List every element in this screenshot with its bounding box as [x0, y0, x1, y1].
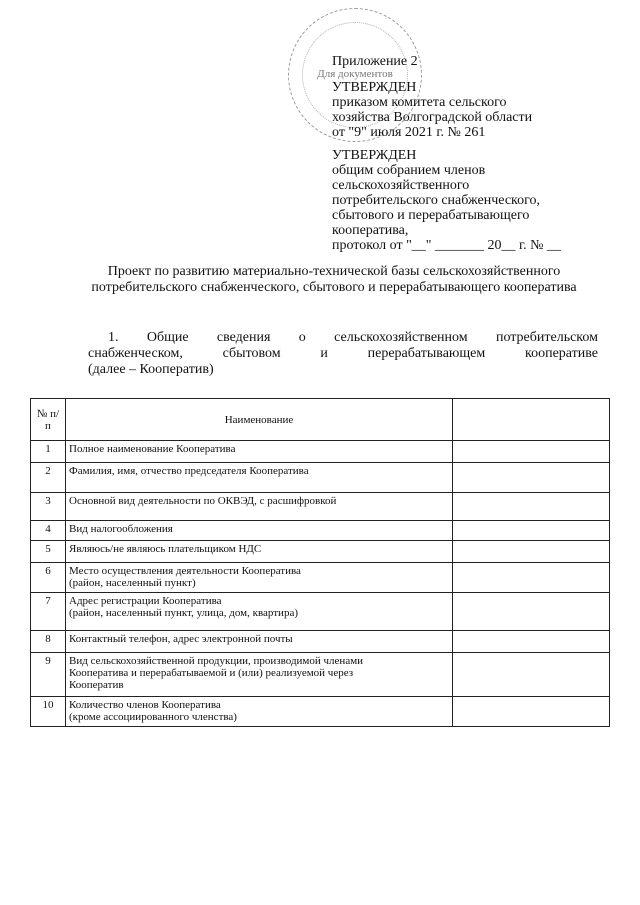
seal-text: Для документов — [317, 68, 393, 80]
section-heading — [88, 330, 598, 378]
info-table — [30, 398, 610, 727]
table-row — [31, 697, 610, 727]
approved-line: протокол от "__" _______ 20__ г. № __ — [332, 238, 562, 253]
table-row — [31, 563, 610, 593]
row-number: 2 — [31, 463, 66, 493]
approved-line: сельскохозяйственного — [332, 178, 470, 193]
row-number: 1 — [31, 441, 66, 463]
row-label: Вид налогообложения — [66, 521, 453, 541]
approved-title-1: УТВЕРЖДЕН — [332, 80, 417, 95]
table-row — [31, 541, 610, 563]
row-value-cell[interactable] — [453, 441, 610, 463]
document-title: Проект по развитию материально-технической базы сельскохозяйственного потребительского снабженческого, сбытового и перерабатывающего кооператива — [91, 264, 577, 295]
col-header-name: Наименование — [66, 399, 453, 441]
row-number: 10 — [31, 697, 66, 727]
row-label: Количество членов Кооператива (кроме ассоциированного членства) — [66, 697, 453, 727]
row-number: 6 — [31, 563, 66, 593]
row-label: Полное наименование Кооператива — [66, 441, 453, 463]
row-label: Являюсь/не являюсь плательщиком НДС — [66, 541, 453, 563]
row-value-cell[interactable] — [453, 697, 610, 727]
row-number: 9 — [31, 653, 66, 697]
row-number: 3 — [31, 493, 66, 521]
row-number: 4 — [31, 521, 66, 541]
appendix-label: Приложение 2 — [332, 54, 418, 69]
table-row — [31, 521, 610, 541]
table-row — [31, 653, 610, 697]
row-label: Фамилия, имя, отчество председателя Кооператива — [66, 463, 453, 493]
col-header-num: № п/п — [31, 399, 66, 441]
row-value-cell[interactable] — [453, 541, 610, 563]
approved-line: кооператива, — [332, 223, 409, 238]
row-value-cell[interactable] — [453, 563, 610, 593]
table-row — [31, 631, 610, 653]
approved-title-2: УТВЕРЖДЕН — [332, 148, 417, 163]
row-value-cell[interactable] — [453, 653, 610, 697]
approved-line: приказом комитета сельского — [332, 95, 507, 110]
section-heading-line: (далее – Кооператив) — [88, 362, 214, 377]
row-value-cell[interactable] — [453, 463, 610, 493]
section-heading-line: 1. Общие сведения о сельскохозяйственном потребительском — [108, 330, 598, 345]
row-value-cell[interactable] — [453, 593, 610, 631]
row-label: Контактный телефон, адрес электронной почты — [66, 631, 453, 653]
row-value-cell[interactable] — [453, 493, 610, 521]
row-label: Место осуществления деятельности Кооператива (район, населенный пункт) — [66, 563, 453, 593]
approved-line: общим собранием членов — [332, 163, 486, 178]
table-row — [31, 463, 610, 493]
row-number: 5 — [31, 541, 66, 563]
approved-line: потребительского снабженческого, — [332, 193, 541, 208]
table-row — [31, 441, 610, 463]
section-heading-line: снабженческом, сбытовом и перерабатывающем кооперативе — [88, 346, 598, 361]
row-value-cell[interactable] — [453, 521, 610, 541]
col-header-value — [453, 399, 610, 441]
approved-line: от "9" июля 2021 г. № 261 — [332, 125, 486, 140]
table-row — [31, 493, 610, 521]
approved-line: хозяйства Волгоградской области — [332, 110, 533, 125]
row-value-cell[interactable] — [453, 631, 610, 653]
row-number: 7 — [31, 593, 66, 631]
row-label: Вид сельскохозяйственной продукции, производимой членами Кооператива и перерабатываемой и (или) реализуемой через Кооператив — [66, 653, 453, 697]
table-row — [31, 593, 610, 631]
row-number: 8 — [31, 631, 66, 653]
row-label: Адрес регистрации Кооператива (район, населенный пункт, улица, дом, квартира) — [66, 593, 453, 631]
approved-line: сбытового и перерабатывающего — [332, 208, 530, 223]
row-label: Основной вид деятельности по ОКВЭД, с расшифровкой — [66, 493, 453, 521]
